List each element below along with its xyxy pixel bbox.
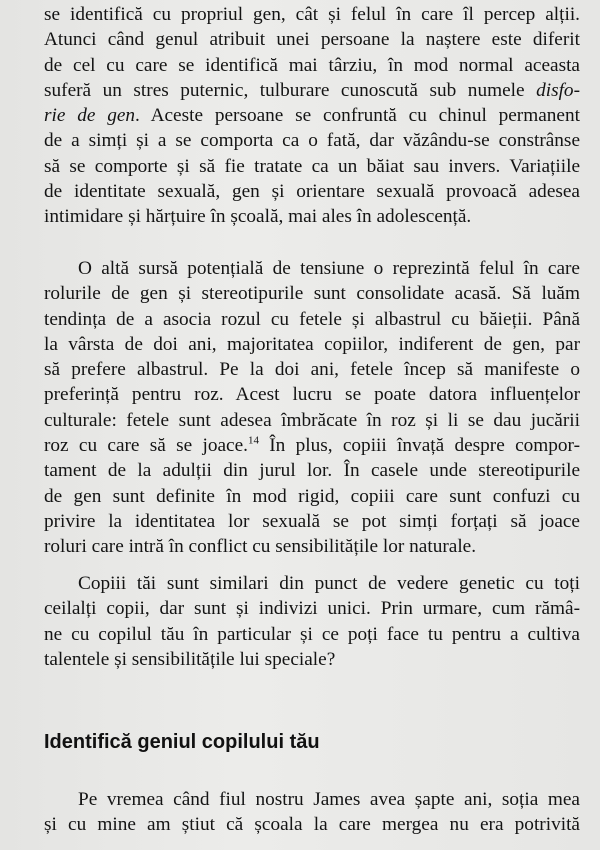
text-line: de cel cu care se identifică mai târziu, în mod normal aceasta bbox=[44, 54, 580, 76]
text-line: ceilalți copii, dar sunt și indivizi unici. Prin urmare, cum rămâ- bbox=[44, 598, 580, 620]
text-line: intimidare și hărțuire în școală, mai ales în adolescență. bbox=[44, 206, 472, 228]
text-segment: roz cu care să se joace. bbox=[44, 435, 248, 457]
text-line: privire la identitatea lor sexuală se pot simți forțați să joace bbox=[44, 510, 580, 532]
paragraph-1 bbox=[44, 2, 580, 230]
text-line: O altă sursă potențială de tensiune o reprezintă felul în care bbox=[78, 258, 580, 279]
paragraph-4 bbox=[44, 787, 580, 838]
text-line: Copiii tăi sunt similari din punct de vedere genetic cu toți bbox=[78, 573, 580, 594]
text-line: să prefere albastrul. Pe la doi ani, fetele încep să manifeste o bbox=[44, 359, 580, 381]
text-segment: În plus, copiii învață despre compor- bbox=[269, 435, 580, 457]
text-line bbox=[44, 103, 580, 128]
text-segment: . Aceste persoane se confruntă cu chinul permanent bbox=[135, 105, 580, 127]
text-line: și cu mine am știut că școala la care mergea nu era potrivită bbox=[44, 814, 580, 836]
text-line: de gen sunt definite în mod rigid, copiii care sunt confuzi cu bbox=[44, 485, 580, 507]
text-segment: suferă un stres puternic, tulburare cunoscută sub numele bbox=[44, 79, 525, 101]
text-line: rolurile de gen și stereotipurile sunt consolidate acasă. Să luăm bbox=[44, 283, 580, 305]
paragraph-2 bbox=[44, 256, 580, 560]
text-line: să se comporte și să fie tratate ca un băiat sau invers. Variațiile bbox=[44, 155, 580, 177]
footnote-reference: 14 bbox=[247, 434, 259, 447]
text-line: roluri care intră în conflict cu sensibilitățile lor naturale. bbox=[44, 536, 477, 558]
text-line: se identifică cu propriul gen, cât și felul în care îl percep alții. bbox=[44, 4, 580, 25]
text-line: de identitate sexuală, gen și orientare sexuală provoacă adesea bbox=[44, 181, 580, 203]
text-line: Pe vremea când fiul nostru James avea șapte ani, soția mea bbox=[78, 789, 580, 810]
italic-term: disfo- bbox=[536, 79, 580, 101]
section-heading: Identifică geniul copilului tău bbox=[44, 731, 320, 753]
text-line: culturale: fetele sunt adesea îmbrăcate în roz și li se dau jucării bbox=[44, 409, 580, 431]
text-line: Atunci când genul atribuit unei persoane la naștere este diferit bbox=[44, 29, 580, 51]
text-line: preferință pentru roz. Acest lucru se poate datora influențelor bbox=[44, 384, 580, 406]
italic-term: rie de gen bbox=[44, 105, 136, 127]
text-line: la vârsta de doi ani, majoritatea copiilor, indiferent de gen, par bbox=[44, 333, 580, 355]
text-line: ne cu copilul tău în particular și ce poți face tu pentru a cultiva bbox=[44, 623, 580, 645]
text-line: tament de la adulții din jurul lor. În casele unde stereotipurile bbox=[44, 460, 580, 482]
text-line: de a simți și a se comporta ca o fată, dar văzându-se constrânse bbox=[44, 130, 580, 152]
text-line: tendința de a asocia rozul cu fetele și albastrul cu băieții. Până bbox=[44, 308, 580, 330]
paragraph-3 bbox=[44, 571, 580, 672]
text-line bbox=[44, 78, 580, 103]
text-line: talentele și sensibilitățile lui speciale? bbox=[44, 648, 336, 670]
text-line bbox=[44, 433, 580, 458]
